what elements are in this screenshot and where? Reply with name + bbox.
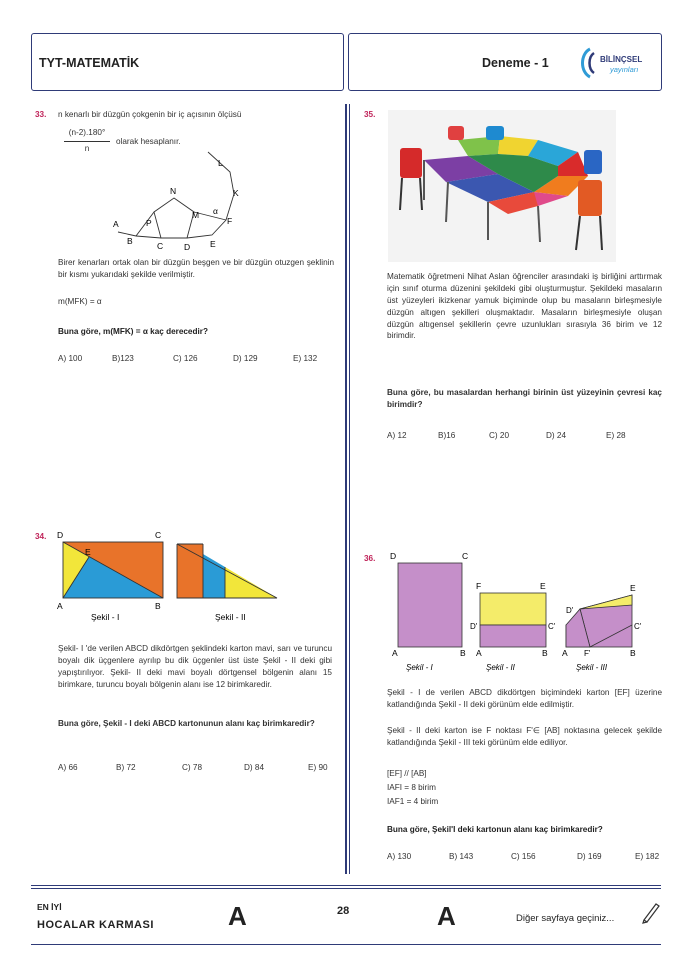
given-angle: m(MFK) = α: [58, 297, 102, 306]
label-E: E: [540, 581, 546, 591]
given-2: IAFI = 8 birim: [387, 783, 436, 792]
logo-text-bottom: yayınları: [610, 65, 639, 74]
option-a[interactable]: A) 130: [387, 852, 412, 861]
label-D-prime: D': [470, 622, 478, 631]
label-M: M: [192, 210, 200, 220]
question-body-1: Şekil - I de verilen ABCD dikdörtgen biçimindeki karton [EF] üzerine katlandığında Şekil - II deki görünüm elde edilmiştir.: [387, 688, 662, 709]
footer-brand-line2: HOCALAR KARMASI: [37, 919, 154, 931]
answer-options: [58, 353, 317, 365]
option-a[interactable]: A) 100: [58, 354, 83, 363]
answer-options: [387, 851, 659, 863]
option-c[interactable]: C) 126: [173, 354, 198, 363]
label-E: E: [85, 547, 91, 557]
given-1: [EF] // [AB]: [387, 769, 427, 778]
footer-brand-line1: EN İYİ: [37, 902, 62, 912]
rectangle-figure: [55, 527, 295, 624]
footer-top-line: [31, 885, 661, 886]
label-B: B: [155, 601, 161, 611]
label-L: L: [218, 158, 223, 168]
option-a[interactable]: A) 12: [387, 431, 407, 440]
answer-key-letter-right: A: [437, 901, 456, 931]
option-e[interactable]: E) 132: [293, 354, 318, 363]
next-page-note: Diğer sayfaya geçiniz...: [516, 913, 615, 924]
question-body-2: Şekil - II deki karton ise F noktası F'∈ [AB] noktasına gelecek şekilde katlandığında Şekil - III teki görünüm elde ediliyor.: [387, 726, 662, 747]
option-e[interactable]: E) 90: [308, 763, 328, 772]
label-C-prime: C': [548, 622, 556, 631]
label-D: D: [184, 242, 191, 252]
option-c[interactable]: C) 20: [489, 431, 510, 440]
header-right-box: [348, 33, 662, 91]
option-d[interactable]: D) 169: [577, 852, 602, 861]
option-b[interactable]: B)123: [112, 354, 134, 363]
classroom-tables-photo: [388, 110, 616, 262]
page-number: 28: [337, 905, 350, 917]
label-B: B: [630, 648, 636, 658]
option-d[interactable]: D) 84: [244, 763, 265, 772]
question-number: 33.: [35, 110, 47, 119]
formula-numerator: (n-2).180°: [68, 128, 106, 137]
pencil-icon: [640, 900, 662, 924]
question-number: 36.: [364, 554, 376, 563]
question-stem: Buna göre, bu masalardan herhangi birinin üst yüzeyinin çevresi kaç birimdir?: [387, 388, 662, 409]
label-P: P: [146, 218, 152, 228]
given-3: IAF1 = 4 birim: [387, 797, 439, 806]
label-E: E: [210, 239, 216, 249]
option-d[interactable]: D) 24: [546, 431, 567, 440]
label-C: C: [157, 241, 164, 251]
option-d[interactable]: D) 129: [233, 354, 258, 363]
option-c[interactable]: C) 78: [182, 763, 203, 772]
label-D-prime: D': [566, 606, 574, 615]
label-B: B: [127, 236, 133, 246]
formula-tail: olarak hesaplanır.: [116, 137, 181, 146]
label-E: E: [630, 583, 636, 593]
label-A: A: [562, 648, 568, 658]
publisher-logo: [576, 46, 658, 80]
label-alpha: α: [213, 206, 218, 216]
label-C: C: [462, 551, 469, 561]
exam-title: TYT-MATEMATİK: [39, 56, 140, 70]
folding-figure: [386, 547, 656, 675]
label-F: F: [476, 581, 482, 591]
question-body: Şekil- I 'de verilen ABCD dikdörtgen şeklindeki karton mavi, sarı ve turuncu boyalı dik üçgenlere ayrılıp bu dik üçgenler üst üste Şekil - II deki gibi yapıştırılıyor. Şekil- II deki mavi boyalı dörtgensel bölgenin alanı 15 birimkare, turuncu boyalı bölgenin alanı ise 12 birimkaredir.: [58, 644, 332, 689]
option-a[interactable]: A) 66: [58, 763, 78, 772]
answer-options: [387, 430, 626, 442]
logo-text-top: BİLİNÇSEL: [600, 55, 643, 64]
question-stem: Buna göre, m(MFK) = α kaç derecedir?: [58, 327, 208, 336]
column-divider: [345, 104, 347, 874]
answer-key-letter-left: A: [228, 901, 247, 931]
option-e[interactable]: E) 28: [606, 431, 626, 440]
label-F: F: [227, 216, 233, 226]
question-intro: n kenarlı bir düzgün çokgenin bir iç açısının ölçüsü: [58, 110, 242, 119]
question-stem: Buna göre, Şekil'I deki kartonun alanı kaç birimkaredir?: [387, 825, 603, 834]
option-b[interactable]: B) 143: [449, 852, 474, 861]
option-e[interactable]: E) 182: [635, 852, 660, 861]
label-F-prime: F': [584, 649, 591, 658]
label-C-prime: C': [634, 622, 642, 631]
formula-denominator: n: [84, 144, 90, 153]
label-A: A: [392, 648, 398, 658]
pentagon-figure: [110, 148, 260, 256]
label-A: A: [113, 219, 119, 229]
option-b[interactable]: B)16: [438, 431, 456, 440]
label-D: D: [390, 551, 397, 561]
column-divider-inner: [349, 104, 350, 874]
answer-options: [58, 762, 328, 774]
header-left-box: [31, 33, 344, 91]
option-b[interactable]: B) 72: [116, 763, 136, 772]
label-B: B: [542, 648, 548, 658]
question-number: 35.: [364, 110, 376, 119]
option-c[interactable]: C) 156: [511, 852, 536, 861]
question-body: Birer kenarları ortak olan bir düzgün beşgen ve bir düzgün otuzgen şeklinin bir kısmı yukarıdaki şekilde verilmiştir.: [58, 258, 334, 279]
question-number: 34.: [35, 532, 47, 541]
footer-top-line-2: [31, 888, 661, 889]
question-body: Matematik öğretmeni Nihat Aslan öğrenciler arasındaki iş birliğini arttırmak için sınıf oturma düzenini şekildeki gibi oluşturmuştur. Şekildeki masaların üst yüzeyleri ikizkenar yamuk biçiminde olup bu masaların birleşmesiyle düzgün altıgen şekilleri oluşmaktadır. Masaların birleşmesiyle oluşan düzgün altıgensel şekillerin çevre uzunlukları sırasıyla 36 birim ve 12 birimdir.: [387, 272, 662, 341]
label-C: C: [155, 530, 162, 540]
label-B: B: [460, 648, 466, 658]
footer-bottom-line: [31, 944, 661, 945]
figure-caption-3: Şekil - III: [576, 663, 608, 672]
exam-name: Deneme - 1: [482, 56, 549, 70]
question-stem: Buna göre, Şekil - I deki ABCD kartonunun alanı kaç birimkaredir?: [58, 719, 315, 728]
figure-caption-2: Şekil - II: [215, 612, 246, 622]
figure-caption-2: Şekil - II: [486, 663, 515, 672]
figure-caption-1: Şekil - I: [91, 612, 120, 622]
label-A: A: [476, 648, 482, 658]
label-D: D: [57, 530, 64, 540]
label-N: N: [170, 186, 177, 196]
label-A: A: [57, 601, 63, 611]
figure-caption-1: Şekil - I: [406, 663, 433, 672]
label-K: K: [233, 188, 239, 198]
fraction-bar: [64, 141, 110, 142]
